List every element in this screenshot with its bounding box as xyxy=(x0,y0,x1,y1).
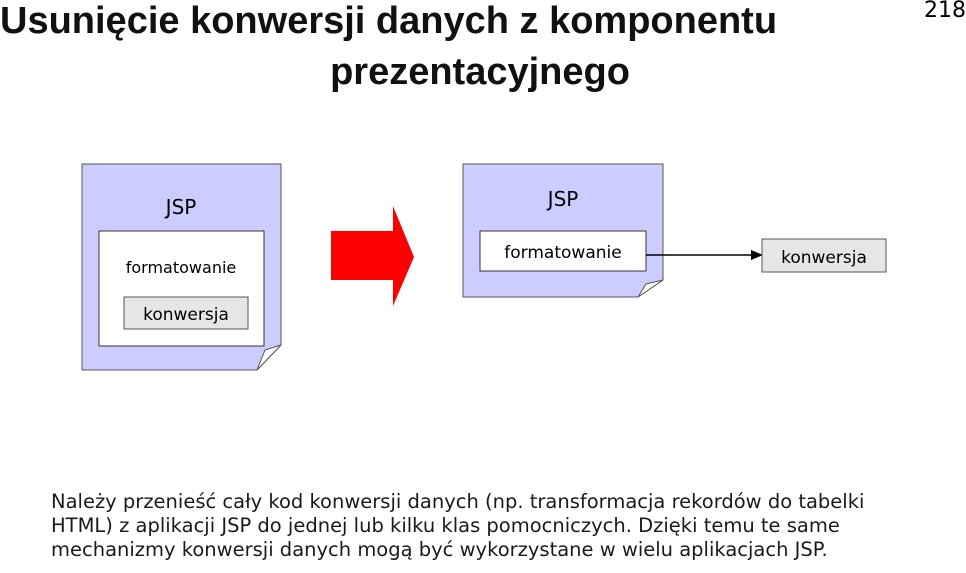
right-jsp-page xyxy=(463,164,663,297)
description-line1: Należy przenieść cały kod konwersji danych (np. transformacja rekordów do tabelki xyxy=(51,490,865,513)
left-inner-formatowanie: formatowanie xyxy=(125,258,237,277)
left-jsp-page xyxy=(82,164,281,370)
external-konwersja-label: konwersja xyxy=(781,248,867,268)
slide-number: 218 xyxy=(924,0,966,23)
connector-arrowhead xyxy=(751,250,763,260)
right-page-header: JSP xyxy=(547,187,579,211)
slide-title-line2: prezentacyjnego xyxy=(330,51,630,93)
description-line2: HTML) z aplikacji JSP do jednej lub kilku klas pomocniczych. Dzięki temu te same xyxy=(51,514,840,537)
description-line3: mechanizmy konwersji danych mogą być wykorzystane w wielu aplikacjach JSP. xyxy=(51,538,828,561)
right-formatowanie-label: formatowanie xyxy=(504,243,622,263)
left-konwersja-label: konwersja xyxy=(143,305,229,325)
slide-title-line1: Usunięcie konwersji danych z komponentu xyxy=(0,0,778,42)
transformation-arrow xyxy=(331,206,414,306)
left-page-header: JSP xyxy=(165,195,197,219)
description-text xyxy=(51,490,931,562)
